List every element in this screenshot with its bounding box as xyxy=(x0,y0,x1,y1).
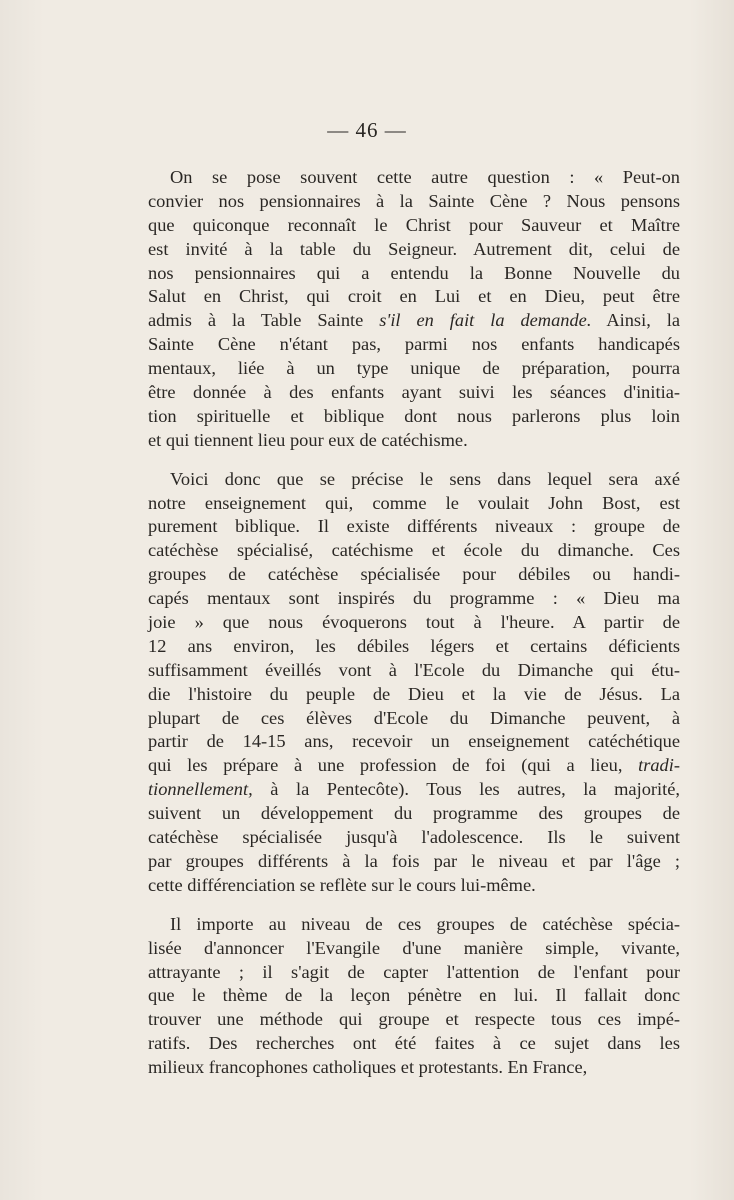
text-line xyxy=(148,707,680,731)
text-run: Salut en Christ, qui croit en Lui et en Dieu, peut être xyxy=(148,286,680,307)
text-line xyxy=(148,659,680,683)
text-line xyxy=(148,961,680,985)
text-line xyxy=(148,635,680,659)
text-run: convier nos pensionnaires à la Sainte Cène ? Nous pensons xyxy=(148,190,680,211)
page-number: — 46 — xyxy=(327,118,407,142)
text-line xyxy=(148,1008,680,1032)
text-line xyxy=(148,850,680,874)
text-line xyxy=(148,874,680,898)
text-run: groupes de catéchèse spécialisée pour débiles ou handi- xyxy=(148,564,680,585)
text-line xyxy=(148,285,680,309)
text-line xyxy=(148,937,680,961)
text-run: Il importe au niveau de ces groupes de catéchèse spécia- xyxy=(170,913,680,934)
text-line xyxy=(148,1056,680,1080)
text-run: Sainte Cène n'étant pas, parmi nos enfants handicapés xyxy=(148,334,680,355)
text-run: à la Pentecôte). Tous les autres, la majorité, xyxy=(252,779,680,800)
text-run: On se pose souvent cette autre question : « Peut-on xyxy=(170,167,680,187)
text-run: suivent un développement du programme des groupes de xyxy=(148,803,680,824)
text-run: catéchèse spécialisé, catéchisme et école du dimanche. Ces xyxy=(148,540,680,561)
text-run: suffisamment éveillés vont à l'Ecole du Dimanche qui étu- xyxy=(148,659,680,680)
text-line xyxy=(148,754,680,778)
text-run: lisée d'annoncer l'Evangile d'une manière simple, vivante, xyxy=(148,937,680,958)
italic-text: s'il en fait la demande. xyxy=(379,310,592,331)
text-run: que quiconque reconnaît le Christ pour Sauveur et Maître xyxy=(148,214,680,235)
text-run: attrayante ; il s'agit de capter l'attention de l'enfant pour xyxy=(148,961,680,982)
text-line xyxy=(148,238,680,262)
text-line xyxy=(148,429,680,453)
text-line xyxy=(148,563,680,587)
text-run: 12 ans environ, les débiles légers et certains déficients xyxy=(148,635,680,656)
text-run: milieux francophones catholiques et protestants. En France, xyxy=(148,1057,588,1078)
italic-text: tionnellement, xyxy=(148,779,253,800)
text-run: cette différenciation se reflète sur le cours lui-même. xyxy=(148,874,536,895)
text-line xyxy=(148,381,680,405)
paragraph xyxy=(148,913,680,1080)
text-run: être donnée à des enfants ayant suivi les séances d'initia- xyxy=(148,382,680,403)
text-run: mentaux, liée à un type unique de préparation, pourra xyxy=(148,358,680,379)
text-line xyxy=(148,468,680,492)
text-line xyxy=(148,166,680,190)
text-run: die l'histoire du peuple de Dieu et la vie de Jésus. La xyxy=(148,683,680,704)
text-line xyxy=(148,587,680,611)
text-run: par groupes différents à la fois par le niveau et par l'âge ; xyxy=(148,850,680,871)
text-run: ratifs. Des recherches ont été faites à ce sujet dans les xyxy=(148,1033,680,1054)
text-line xyxy=(148,802,680,826)
text-line xyxy=(148,1032,680,1056)
italic-text: tradi- xyxy=(638,755,680,776)
text-line xyxy=(148,539,680,563)
text-run: capés mentaux sont inspirés du programme : « Dieu ma xyxy=(148,588,680,609)
text-run: est invité à la table du Seigneur. Autrement dit, celui de xyxy=(148,238,680,259)
text-line xyxy=(148,333,680,357)
text-line xyxy=(148,405,680,429)
paragraph xyxy=(148,468,680,898)
body-text xyxy=(148,166,680,1095)
text-run: et qui tiennent lieu pour eux de catéchisme. xyxy=(148,429,468,450)
text-line xyxy=(148,913,680,937)
text-run: partir de 14-15 ans, recevoir un enseignement catéchétique xyxy=(148,731,680,752)
text-run: plupart de ces élèves d'Ecole du Dimanche peuvent, à xyxy=(148,707,680,728)
text-line xyxy=(148,515,680,539)
text-run: purement biblique. Il existe différents niveaux : groupe de xyxy=(148,516,680,537)
text-line xyxy=(148,492,680,516)
text-run: tion spirituelle et biblique dont nous parlerons plus loin xyxy=(148,405,680,426)
text-line xyxy=(148,357,680,381)
text-line xyxy=(148,262,680,286)
text-run: joie » que nous évoquerons tout à l'heure. A partir de xyxy=(148,612,680,633)
text-run: qui les prépare à une profession de foi (qui a lieu, xyxy=(148,755,639,776)
paragraph xyxy=(148,166,680,453)
text-line xyxy=(148,214,680,238)
text-line xyxy=(148,984,680,1008)
text-run: notre enseignement qui, comme le voulait John Bost, est xyxy=(148,492,680,513)
text-line xyxy=(148,683,680,707)
text-run: que le thème de la leçon pénètre en lui. Il fallait donc xyxy=(148,985,680,1006)
text-line xyxy=(148,190,680,214)
text-run: catéchèse spécialisée jusqu'à l'adolescence. Ils le suivent xyxy=(148,827,680,848)
text-line xyxy=(148,309,680,333)
text-run: Voici donc que se précise le sens dans lequel sera axé xyxy=(170,468,680,489)
text-run: admis à la Table Sainte xyxy=(148,310,380,331)
text-line xyxy=(148,778,680,802)
text-run: trouver une méthode qui groupe et respecte tous ces impé- xyxy=(148,1009,680,1030)
text-line xyxy=(148,826,680,850)
text-line xyxy=(148,730,680,754)
text-line xyxy=(148,611,680,635)
text-run: nos pensionnaires qui a entendu la Bonne Nouvelle du xyxy=(148,262,680,283)
text-run: Ainsi, la xyxy=(591,310,681,331)
